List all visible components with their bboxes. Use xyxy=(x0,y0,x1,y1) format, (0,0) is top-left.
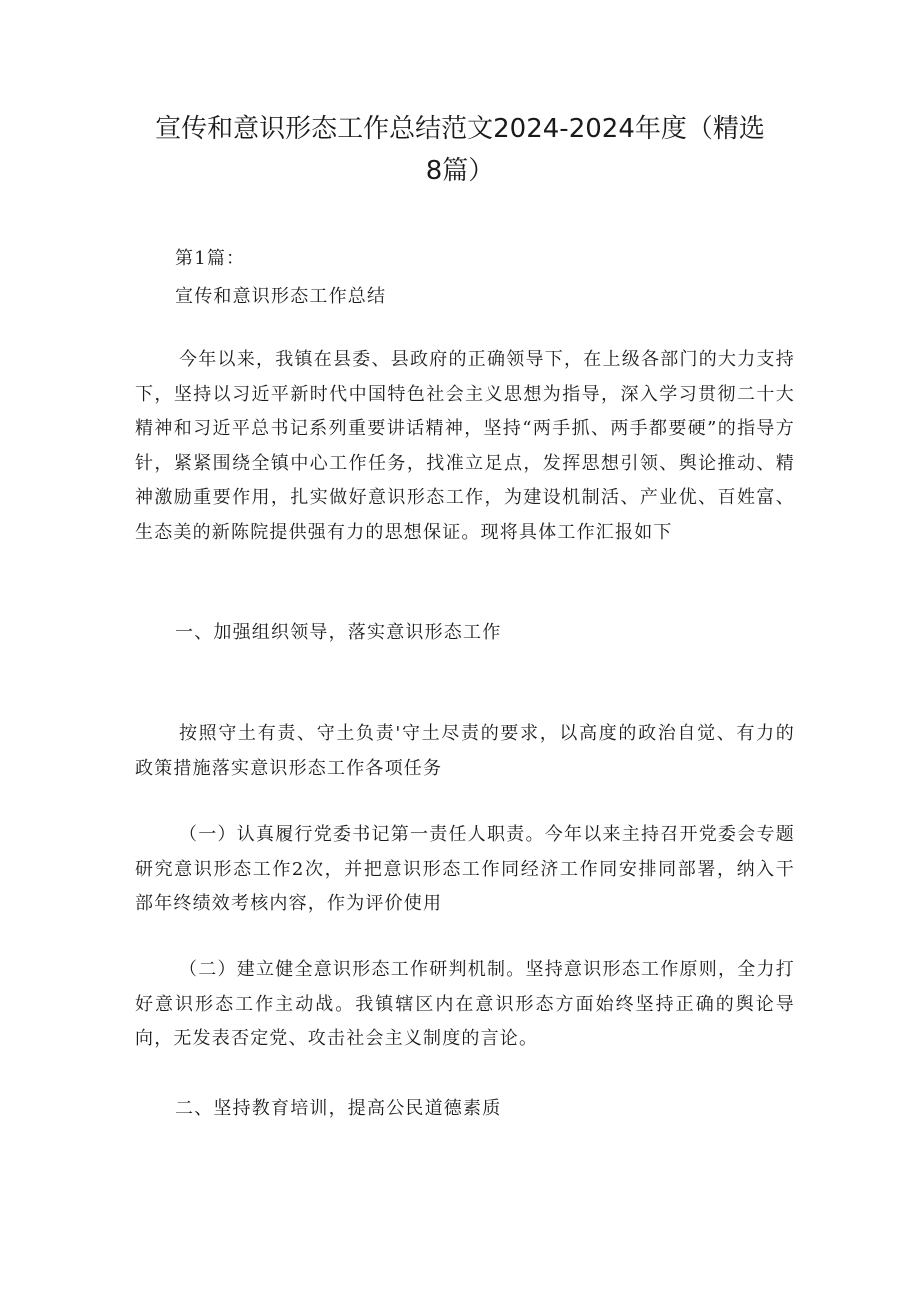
section-1-paragraph: 按照守土有责、守土负责'守土尽责的要求，以高度的政治自觉、有力的政策措施落实意识形态工作各项任务 xyxy=(135,723,795,779)
subsection-2-paragraph: （二）建立健全意识形态工作研判机制。坚持意识形态工作原则，全力打好意识形态工作主动战。我镇辖区内在意识形态方面始终坚持正确的舆论导向，无发表否定党、攻击社会主义制度的言论。 xyxy=(135,959,795,1049)
document-title: 宣传和意识形态工作总结范文2024-2024年度（精选8篇） xyxy=(155,114,765,186)
document-subtitle: 宣传和意识形态工作总结 xyxy=(175,286,387,307)
subsection-1-paragraph: （一）认真履行党委书记第一责任人职责。今年以来主持召开党委会专题研究意识形态工作2次，并把意识形态工作同经济工作同安排同部署，纳入干部年终绩效考核内容，作为评价使用 xyxy=(135,824,795,914)
section-heading-1: 一、加强组织领导，落实意识形态工作 xyxy=(175,622,502,643)
section-heading-2: 二、坚持教育培训，提高公民道德素质 xyxy=(175,1098,502,1119)
chapter-label: 第1篇： xyxy=(175,248,246,269)
intro-paragraph: 今年以来，我镇在县委、县政府的正确领导下，在上级各部门的大力支持下，坚持以习近平新时代中国特色社会主义思想为指导，深入学习贯彻二十大精神和习近平总书记系列重要讲话精神，坚持“两手抓、两手都要硬”的指导方针，紧紧围绕全镇中心工作任务，找准立足点，发挥思想引领、舆论推动、精神激励重要作用，扎实做好意识形态工作，为建设机制活、产业优、百姓富、生态美的新陈院提供强有力的思想保证。现将具体工作汇报如下 xyxy=(135,349,795,543)
